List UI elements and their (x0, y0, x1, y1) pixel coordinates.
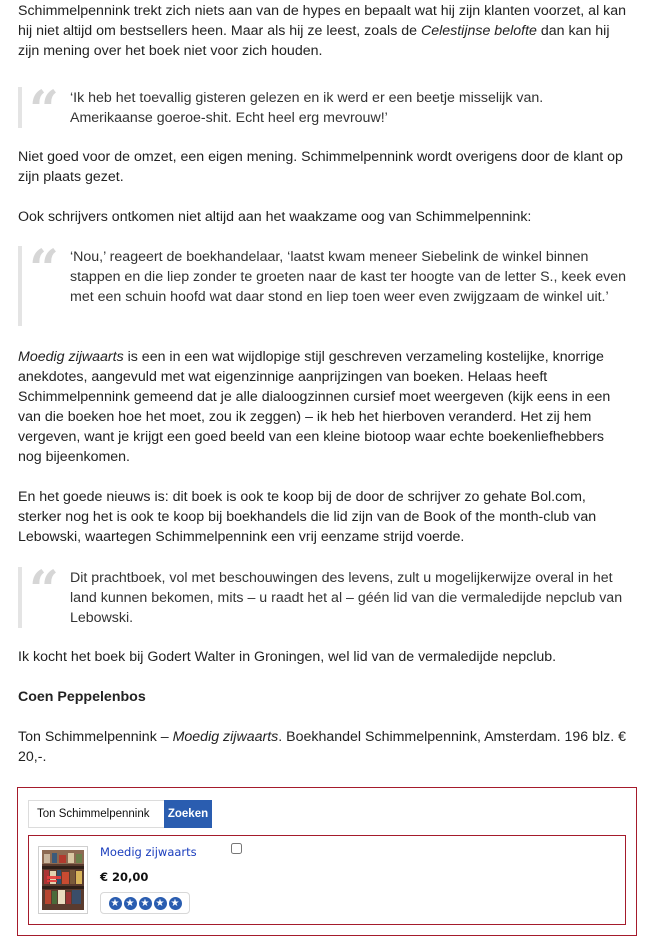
search-input[interactable] (28, 800, 164, 828)
author-name: Coen Peppelenbos (18, 689, 146, 705)
book-cover-image[interactable] (38, 846, 88, 914)
quote-text: ‘Nou,’ reageert de boekhandelaar, ‘laatst kwam meneer Siebelink de winkel binnen stappen en die liep zonder te groeten naar de kast ter hoogte van de letter S., keek even met een schuin hoofd wat daar stond en liep toen weer even zwijgzaam de winkel uit.’ (70, 249, 627, 305)
paragraph-review: Moedig zijwaarts is een in een wat wijdlopige stijl geschreven verzameling kostelijke, knorrige anekdotes, aangevuld met wat eigenzinnige aanprijzingen van boeken. Helaas heeft Schimmelpennink gemeend dat je alle dialoogzinnen cursief moet weergeven (kijk eens in een van die boeken hoe het moet, zou ik zeggen) – ik heb het hierboven veranderd. Het zij hem vergeven, want je krijgt een goed beeld van een kleine biotoop waar echte boekenliefhebbers nog bijeenkomen. (18, 349, 611, 465)
product-rating (100, 892, 190, 914)
paragraph-purchase: Ik kocht het boek bij Godert Walter in Groningen, wel lid van de vermaledijde nepclub. (18, 649, 557, 665)
star-glyph: ★ (140, 897, 150, 909)
search-bar (28, 800, 212, 830)
star-glyph: ★ (125, 897, 135, 909)
paragraph-good-news: En het goede nieuws is: dit boek is ook te koop bij de door de schrijver zo gehate Bol.com, sterker nog het is ook te koop bij boekhandels die lid zijn van de Book of the month-club van Lebowski, waartegen Schimmelpennink een vrij eenzame strijd voerde. (18, 489, 597, 545)
rating-star-icon (124, 897, 137, 910)
book-cover-icon (42, 850, 84, 910)
product-title-link[interactable]: Moedig zijwaarts (100, 845, 197, 859)
rating-star-icon (169, 897, 182, 910)
star-glyph: ★ (110, 897, 120, 909)
paragraph-omzet: Niet goed voor de omzet, een eigen mening. Schimmelpennink wordt overigens door de klant op zijn plaats gezet. (18, 149, 623, 185)
search-button[interactable]: Zoeken (164, 800, 212, 828)
compare-checkbox[interactable] (231, 843, 242, 854)
quote-text: ‘Ik heb het toevallig gisteren gelezen en ik werd er een beetje misselijk van. Amerikaanse goeroe-shit. Echt heel erg mevrouw!’ (70, 90, 544, 126)
star-glyph: ★ (155, 897, 165, 909)
rating-star-icon (109, 897, 122, 910)
blockquote-1 (18, 80, 627, 141)
book-credit: Ton Schimmelpennink – Moedig zijwaarts. Boekhandel Schimmelpennink, Amsterdam. 196 blz. € 20,-. (18, 729, 627, 765)
quote-text: Dit prachtboek, vol met beschouwingen des levens, zult u mogelijkerwijze overal in het land kunnen bekomen, mits – u raadt het al – géén lid van die vermaledijde nepclub van Lebowski. (70, 570, 623, 626)
quote-mark-icon: “ (29, 560, 59, 621)
star-glyph: ★ (170, 897, 180, 909)
quote-mark-icon: “ (29, 239, 59, 300)
paragraph-intro: Schimmelpennink trekt zich niets aan van de hypes en bepaalt wat hij zijn klanten voorzet, al kan hij niet altijd om bestsellers heen. Maar als hij ze leest, zoals de Celestijnse belofte dan kan hij zijn mening over het boek niet voor zich houden. (18, 3, 627, 59)
book-search-widget (17, 787, 637, 936)
blockquote-2 (18, 239, 627, 326)
rating-star-icon (154, 897, 167, 910)
product-price: € 20,00 (100, 870, 149, 884)
rating-star-icon (139, 897, 152, 910)
quote-mark-icon: “ (29, 80, 59, 141)
search-results (28, 835, 626, 925)
blockquote-3 (18, 560, 627, 628)
paragraph-schrijvers: Ook schrijvers ontkomen niet altijd aan het waakzame oog van Schimmelpennink: (18, 209, 532, 225)
